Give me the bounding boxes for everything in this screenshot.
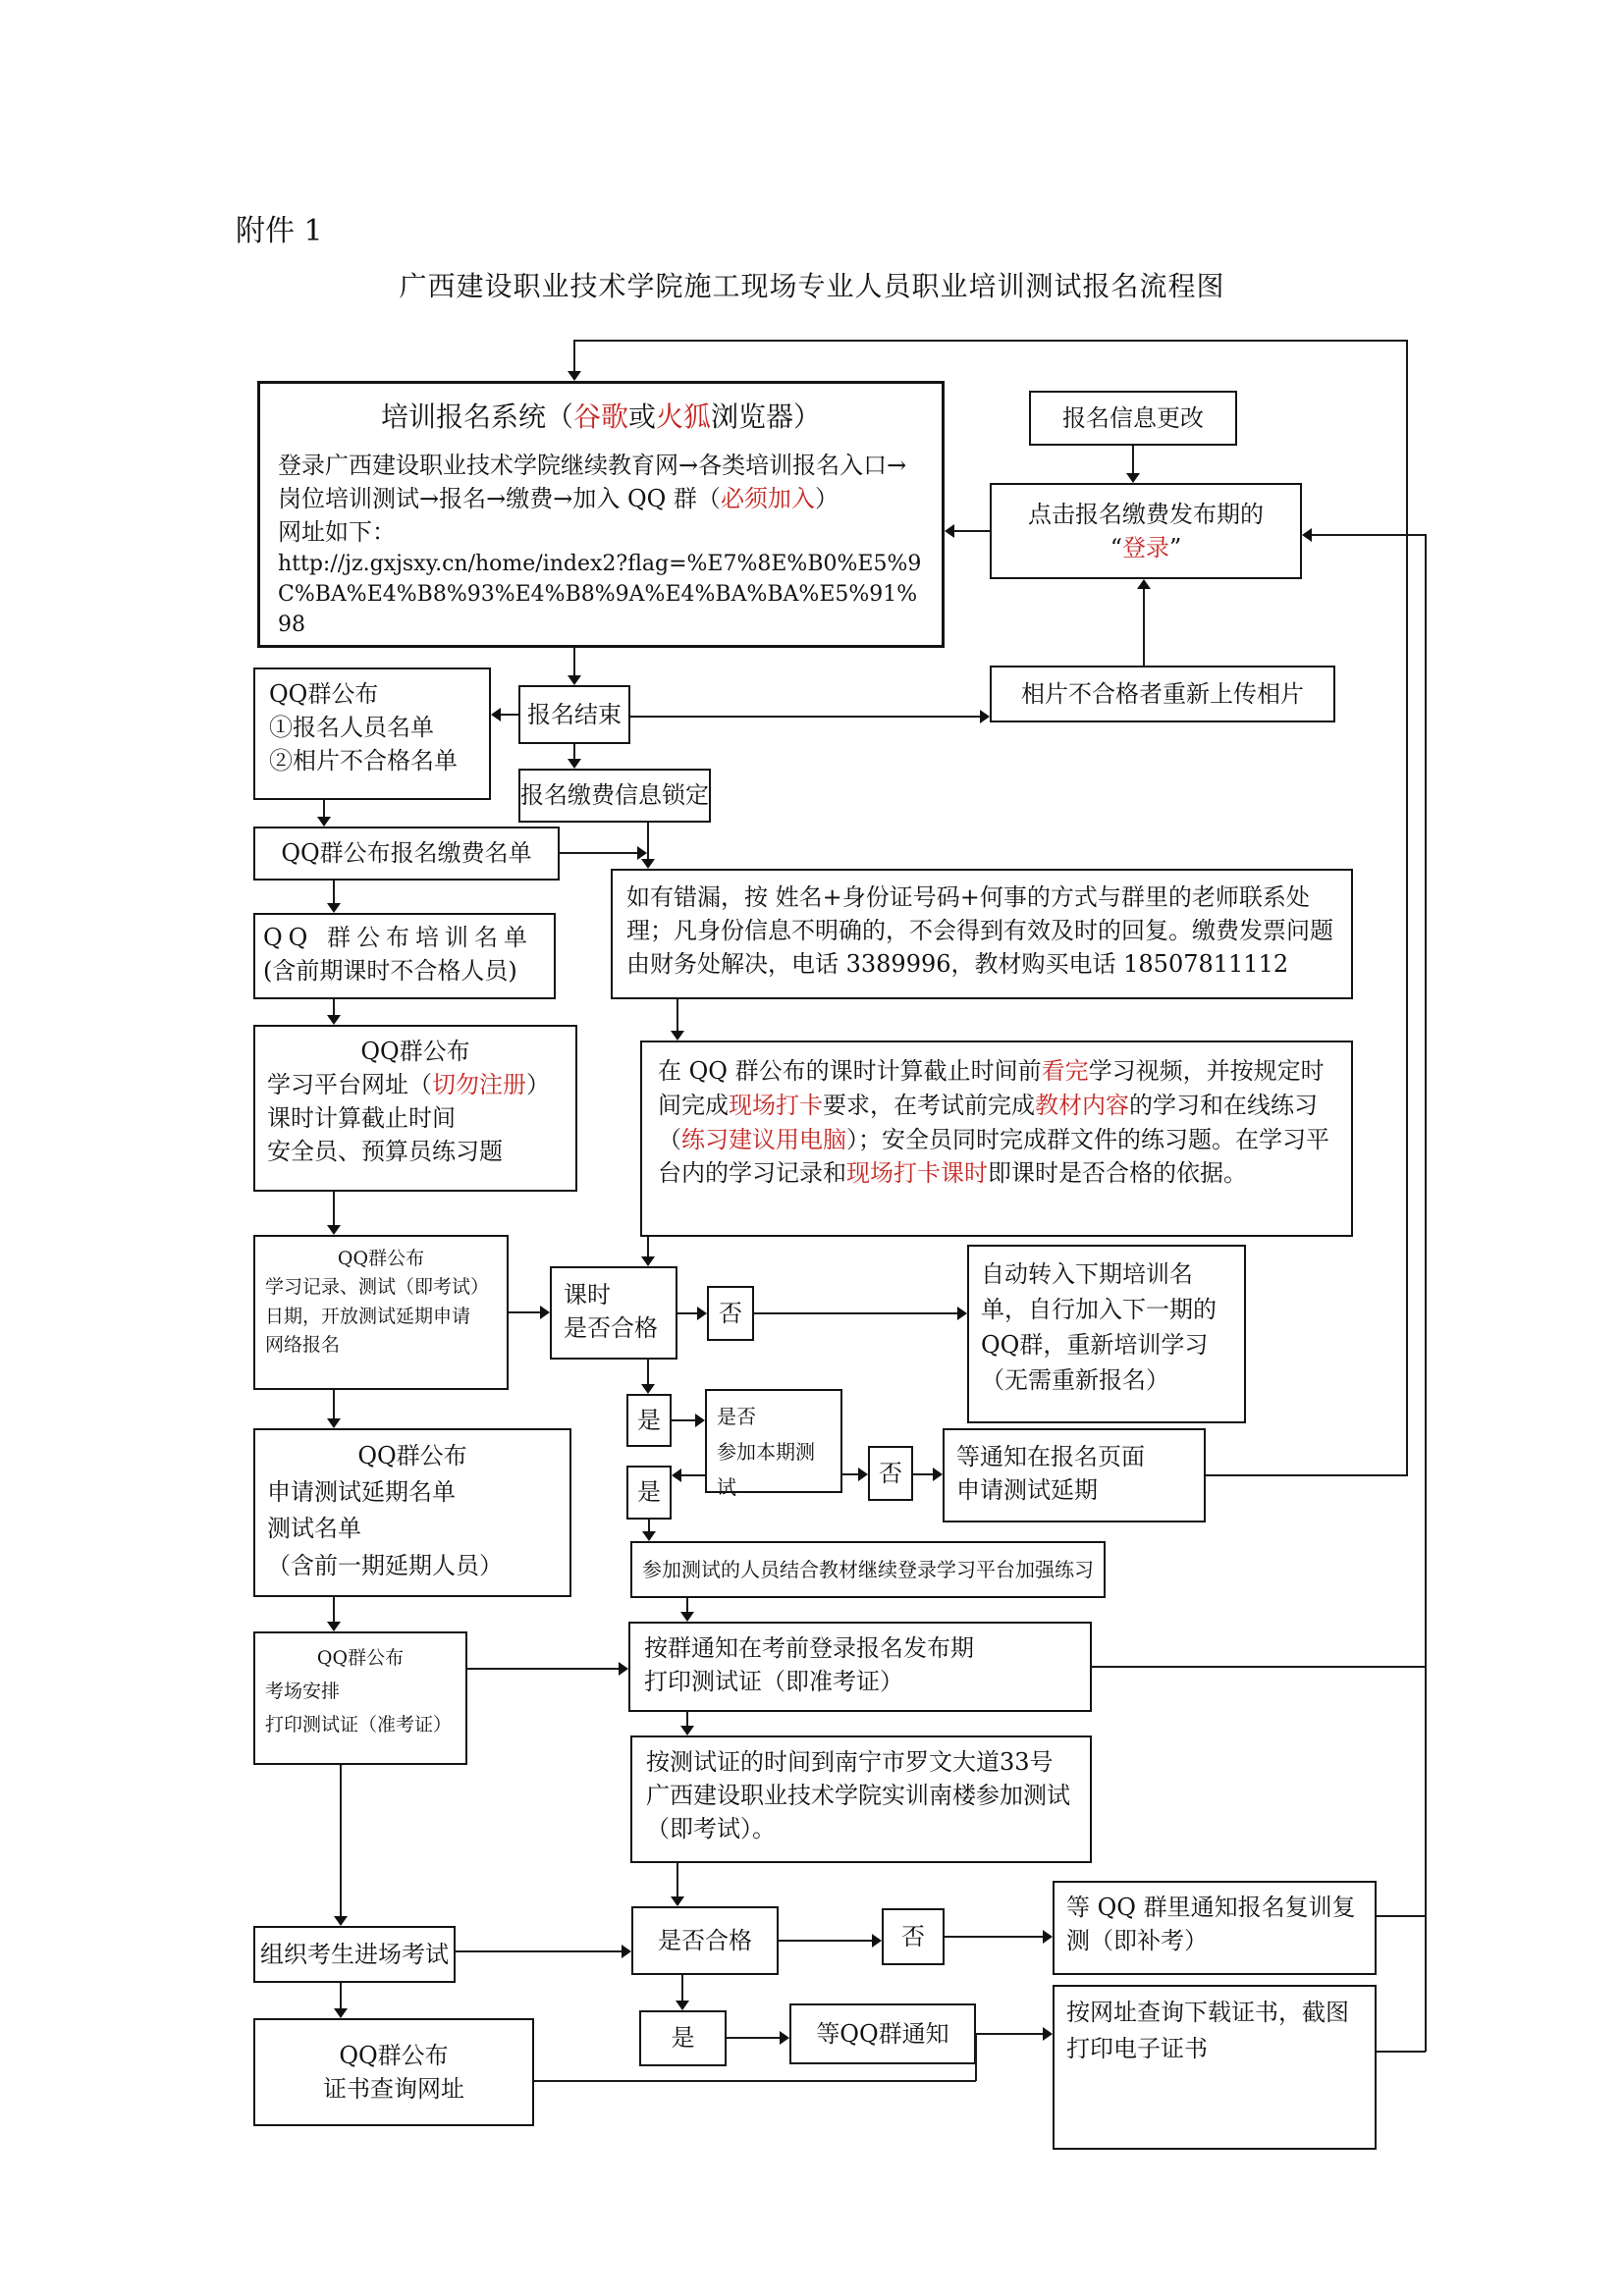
connector (573, 340, 575, 375)
box-label: 是 (637, 1478, 661, 1507)
text-line: (含前期课时不合格人员) (263, 957, 517, 986)
box-label: QQ群公布报名缴费名单 (281, 839, 532, 868)
text-segment: 在 QQ 群公布的课时计算截止时间前 (658, 1057, 1042, 1085)
text-segment: 学习视频，并按规定时间完成 (658, 1057, 1325, 1119)
box-text: 自动转入下期培训名单，自行加入下一期的QQ群，重新培训学习（无需重新报名） (981, 1260, 1217, 1394)
text-segment: 即课时是否合格的依据。 (988, 1159, 1247, 1188)
arrowhead (637, 846, 647, 860)
arrowhead (334, 1916, 348, 1926)
text-line: QQ 群公布培训名单 (263, 924, 533, 951)
text-line: 课时计算截止时间 (267, 1104, 456, 1133)
box-label: 报名缴费信息锁定 (520, 781, 709, 810)
connector (333, 881, 335, 903)
text-segment: 登录 (1122, 534, 1169, 561)
text-line (267, 1068, 564, 1101)
text-line: QQ群公布 (316, 1647, 405, 1669)
connector (1092, 1666, 1426, 1668)
box-label: 组织考生进场考试 (260, 1940, 449, 1968)
arrowhead (680, 1726, 694, 1735)
connector (534, 2080, 976, 2082)
connector (501, 714, 518, 716)
connector (467, 1668, 619, 1670)
text-segment: 的学习和在线练习（ (658, 1091, 1318, 1153)
text-segment: 切勿注册 (432, 1071, 526, 1099)
connector (1132, 446, 1134, 473)
yes-label-box-1 (626, 1394, 672, 1447)
connector (779, 1940, 872, 1942)
retrain-retest-box (1053, 1881, 1377, 1975)
connector (574, 340, 1407, 342)
text-line: 证书查询网址 (323, 2075, 464, 2103)
arrowhead (671, 1896, 684, 1906)
box-label (323, 2039, 464, 2106)
connector (340, 1983, 342, 2008)
connector (647, 823, 649, 859)
auto-next-term-box (967, 1245, 1246, 1423)
connector (648, 1520, 650, 1531)
text-line: 是否 (717, 1405, 756, 1428)
connector (1143, 589, 1145, 666)
text-line: 参加本期测试 (717, 1440, 815, 1499)
arrowhead (933, 1468, 943, 1481)
connector (1406, 340, 1408, 1476)
arrowhead (671, 1031, 684, 1041)
arrowhead (1126, 473, 1140, 483)
text-line: 是否合格 (564, 1314, 658, 1343)
text-line: 等通知在报名页面 (956, 1443, 1145, 1470)
connector (573, 648, 575, 675)
arrowhead (858, 1468, 868, 1481)
qq-record-testdate-box (253, 1235, 509, 1390)
hours-qualified-decision (550, 1266, 677, 1360)
box-label (1028, 498, 1264, 564)
text-segment: 练习建议用电脑 (681, 1125, 846, 1153)
yes-label-box-2 (626, 1466, 672, 1520)
error-contact-box (611, 869, 1353, 999)
text-segment: 现场打卡课时 (846, 1159, 988, 1188)
connector (945, 1936, 1043, 1938)
connector (754, 1312, 957, 1314)
training-system-heading (278, 398, 924, 437)
box-text: 等 QQ 群里通知报名复训复测（即补考） (1066, 1894, 1356, 1955)
text-line: 考场安排 (265, 1681, 341, 1703)
print-test-cert-box (628, 1622, 1092, 1712)
text-line: QQ群公布 (269, 680, 379, 708)
text-line: 按群通知在考前登录报名发布期 (644, 1634, 974, 1662)
no-label-box-2 (868, 1446, 913, 1501)
training-system-box (257, 381, 945, 648)
text-segment: 学习平台网址（ (267, 1071, 432, 1099)
qq-announce-namelist-box (253, 667, 491, 800)
connector (686, 1712, 688, 1726)
registration-url: http://jz.gxjsxy.cn/home/index2?flag=%E7%8E%B0%E5%9C%BA%E4%B8%93%E4%B8%9A%E4%BA%BA%E5%91%98 (278, 551, 922, 638)
arrowhead (697, 1307, 707, 1320)
connector (456, 1950, 622, 1952)
connector (913, 1473, 933, 1475)
connector (954, 530, 990, 532)
arrowhead (327, 1418, 341, 1428)
connector (560, 852, 637, 854)
no-label-box-1 (707, 1286, 754, 1341)
arrowhead (980, 710, 990, 723)
page-title: 广西建设职业技术学院施工现场专业人员职业培训测试报名流程图 (399, 270, 1225, 302)
keep-practicing-box (630, 1541, 1106, 1598)
connector (975, 2034, 977, 2081)
arrowhead (1043, 2027, 1053, 2041)
arrowhead (641, 859, 655, 869)
arrowhead (317, 817, 331, 827)
click-login-box (990, 483, 1302, 579)
wait-qq-notice-box (789, 2003, 976, 2064)
box-label: 否 (901, 1922, 925, 1950)
text-segment: ）；安全员同时完成群文件的练习题。在学习平台内的学习记录和 (658, 1125, 1329, 1188)
arrowhead (327, 1015, 341, 1025)
qq-delay-list-box (253, 1428, 571, 1597)
connector (677, 999, 678, 1031)
box-label: 报名结束 (527, 700, 622, 728)
text-line: ②相片不合格名单 (269, 747, 458, 775)
arrowhead (672, 1468, 681, 1482)
text-segment: 培训报名系统（ (380, 400, 573, 433)
arrowhead (568, 371, 581, 381)
text-segment (1028, 531, 1264, 564)
connector (686, 1598, 688, 1612)
box-label: 是 (671, 2024, 695, 2053)
qq-training-list-box (253, 913, 556, 999)
text-segment: 网址如下： (278, 517, 396, 546)
text-line: QQ群公布 (357, 1442, 467, 1469)
text-segment: ） (526, 1071, 550, 1099)
connector (1206, 1474, 1408, 1476)
connector (1425, 534, 1427, 2052)
pass-qualified-decision (631, 1906, 779, 1975)
arrowhead (327, 1225, 341, 1235)
text-line: 网络报名 (265, 1334, 341, 1357)
connector (681, 1474, 705, 1476)
arrowhead (676, 2001, 689, 2010)
attachment-label: 附件 1 (236, 214, 323, 248)
download-certificate-box (1053, 1985, 1377, 2150)
text-line: 测试名单 (267, 1515, 361, 1543)
box-label: 报名信息更改 (1062, 403, 1204, 432)
box-text: 如有错漏，按 姓名+身份证号码+何事的方式与群里的老师联系处理；凡身份信息不明确的，不会得到有效及时的回复。缴费发票问题由财务处解决，电话 3389996，教材购买电话 18507811112 (626, 883, 1333, 979)
arrowhead (619, 1662, 628, 1676)
connector (647, 1360, 649, 1384)
arrowhead (780, 2031, 789, 2045)
qq-study-platform-box (253, 1025, 577, 1192)
text-line: 打印测试证（准考证） (265, 1714, 453, 1736)
box-label: 是 (637, 1406, 661, 1434)
connector (1312, 534, 1426, 536)
arrowhead (641, 1384, 655, 1394)
connector (333, 999, 335, 1015)
arrowhead (1302, 528, 1312, 542)
connector (677, 1312, 697, 1314)
arrowhead (568, 675, 581, 685)
arrowhead (491, 708, 501, 721)
text-line: （含前一期延期人员） (267, 1551, 503, 1579)
text-segment: 点击报名缴费发布期的 (1028, 500, 1264, 528)
no-label-box-3 (882, 1908, 945, 1965)
connector (573, 744, 575, 759)
text-segment: 登录广西建设职业技术学院继续教育网→各类培训报名入口→岗位培训测试→报名→缴费→加入 QQ 群（ (278, 451, 907, 512)
connector (677, 1863, 678, 1896)
connector (681, 1975, 683, 2001)
arrowhead (641, 1256, 655, 1266)
connector (323, 800, 325, 817)
text-segment: “ (1110, 534, 1122, 561)
connector (1377, 1915, 1426, 1917)
box-label: 相片不合格者重新上传相片 (1021, 679, 1304, 708)
text-segment: ） (814, 484, 839, 512)
attend-test-location-box (630, 1735, 1092, 1863)
connector (333, 1390, 335, 1418)
registration-end-box (518, 685, 630, 744)
connector (647, 1237, 649, 1256)
text-line: 安全员、预算员练习题 (267, 1138, 503, 1166)
wait-delay-notice-box (943, 1428, 1206, 1522)
arrowhead (1137, 579, 1151, 589)
text-line: 学习记录、测试（即考试） (265, 1276, 490, 1299)
connector (333, 1597, 335, 1622)
connector (509, 1311, 540, 1313)
arrowhead (695, 1414, 705, 1427)
info-change-box (1029, 391, 1237, 446)
arrowhead (568, 759, 581, 769)
connector (672, 1419, 695, 1421)
text-line: 日期，开放测试延期申请 (265, 1305, 471, 1327)
text-segment: 现场打卡 (729, 1091, 823, 1119)
connector (333, 1192, 335, 1225)
arrowhead (872, 1934, 882, 1948)
text-line: 申请测试延期名单 (267, 1478, 456, 1507)
text-line: QQ群公布 (360, 1038, 470, 1065)
arrowhead (957, 1307, 967, 1320)
box-label: 否 (879, 1459, 902, 1487)
qq-exam-room-box (253, 1631, 467, 1765)
arrowhead (642, 1531, 656, 1541)
text-segment: 看完 (1041, 1057, 1089, 1085)
connector (976, 2033, 1043, 2035)
connector (340, 1765, 342, 1916)
box-text: 按网址查询下载证书，截图打印电子证书 (1066, 1999, 1349, 2063)
text-line: 打印测试证（即准考证） (644, 1668, 903, 1696)
arrowhead (680, 1612, 694, 1622)
text-line: QQ群公布 (337, 1248, 425, 1269)
arrowhead (945, 524, 954, 538)
text-segment: 或 (627, 400, 656, 433)
arrowhead (327, 903, 341, 913)
study-requirements-box (640, 1041, 1353, 1237)
arrowhead (622, 1945, 631, 1958)
connector (842, 1473, 858, 1475)
arrowhead (334, 2008, 348, 2018)
organize-exam-entry-box (253, 1926, 456, 1983)
payment-locked-box (518, 769, 711, 823)
text-segment: 火狐 (656, 400, 712, 433)
text-segment: 浏览器） (711, 400, 822, 433)
arrowhead (327, 1622, 341, 1631)
text-line: ①报名人员名单 (269, 714, 434, 742)
qq-cert-url-box (253, 2018, 534, 2126)
text-segment: 必须加入 (720, 484, 815, 512)
arrowhead (1043, 1930, 1053, 1944)
connector (727, 2037, 780, 2039)
box-label: 参加测试的人员结合教材继续登录学习平台加强练习 (642, 1557, 1094, 1581)
text-line: 申请测试延期 (956, 1476, 1098, 1505)
text-segment: 谷歌 (572, 400, 628, 433)
text-segment: 要求，在考试前完成 (823, 1091, 1035, 1119)
box-label: 否 (719, 1299, 742, 1327)
connector (630, 716, 980, 718)
qq-payment-list-box (253, 827, 560, 881)
text-line: QQ群公布 (339, 2041, 449, 2069)
box-label: 是否合格 (658, 1926, 752, 1954)
box-text: 按测试证的时间到南宁市罗文大道33号广西建设职业技术学院实训南楼参加测试（即考试）。 (646, 1748, 1070, 1843)
yes-label-box-3 (639, 2010, 727, 2066)
text-segment: 教材内容 (1035, 1091, 1129, 1119)
join-current-test-decision (705, 1389, 842, 1499)
text-line: 课时 (564, 1281, 611, 1308)
arrowhead (540, 1306, 550, 1319)
text-segment: ” (1169, 534, 1182, 561)
connector (1377, 2051, 1426, 2053)
box-label: 等QQ群通知 (816, 2019, 949, 2048)
reupload-photo-box (990, 666, 1335, 722)
